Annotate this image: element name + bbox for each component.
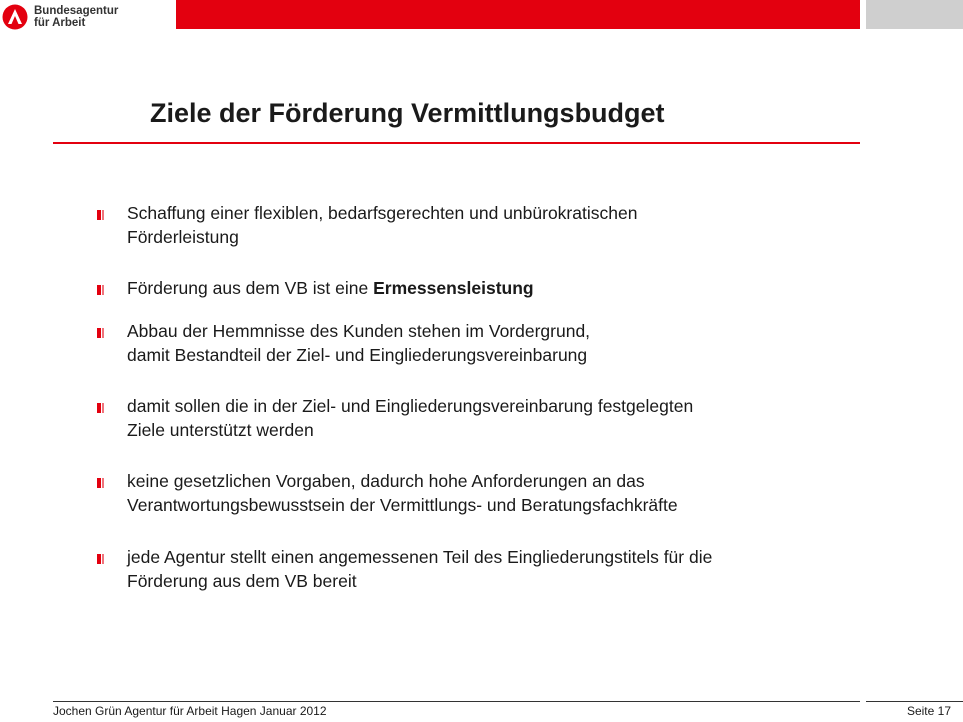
bullet-item (97, 276, 857, 300)
footer-divider-right (866, 701, 963, 702)
bullet-line: keine gesetzlichen Vorgaben, dadurch hohe Anforderungen an das (127, 471, 645, 491)
page-number: Seite 17 (906, 704, 951, 718)
bullet-line: jede Agentur stellt einen angemessenen Teil des Eingliederungstitels für die (127, 547, 713, 567)
bullet-text (127, 469, 857, 517)
footer-author: Jochen Grün Agentur für Arbeit Hagen Januar 2012 (53, 704, 327, 718)
logo-text (34, 5, 118, 29)
bullet-marker-icon (97, 285, 105, 295)
bullet-line: damit Bestandteil der Ziel- und Eingliederungsvereinbarung (127, 345, 588, 365)
bullet-item (97, 469, 857, 517)
bullet-line: damit sollen die in der Ziel- und Eingliederungsvereinbarung festgelegten (127, 396, 694, 416)
ba-logo-icon (2, 4, 28, 30)
bullet-emphasis: Ermessensleistung (373, 278, 534, 298)
bullet-marker-icon (97, 478, 105, 488)
header-grey-bar (866, 0, 963, 29)
bullet-line: Förderung aus dem VB bereit (127, 571, 357, 591)
bullet-text (127, 201, 857, 249)
bullet-text (127, 545, 857, 593)
bullet-marker-icon (97, 403, 105, 413)
header-red-bar (176, 0, 860, 29)
bullet-line: Förderung aus dem VB ist eine (127, 278, 374, 298)
bullet-text (127, 394, 857, 442)
bullet-text (127, 319, 857, 367)
bullet-line: Abbau der Hemmnisse des Kunden stehen im Vordergrund, (127, 321, 591, 341)
bullet-line: Verantwortungsbewusstsein der Vermittlungs- und Beratungsfachkräfte (127, 495, 678, 515)
slide-title: Ziele der Förderung Vermittlungsbudget (150, 98, 665, 128)
bullet-line: Förderleistung (127, 227, 239, 247)
bullet-marker-icon (97, 328, 105, 338)
logo-line1: Bundesagentur (34, 5, 119, 17)
bullet-marker-icon (97, 554, 105, 564)
bullet-text (127, 276, 857, 300)
bullet-line: Schaffung einer flexiblen, bedarfsgerechten und unbürokratischen (127, 203, 638, 223)
bullet-item (97, 319, 857, 367)
ba-logo (2, 3, 118, 31)
bullet-item (97, 201, 857, 249)
bullet-item (97, 545, 857, 593)
footer-divider (53, 701, 860, 702)
bullet-item (97, 394, 857, 442)
logo-line2: für Arbeit (34, 17, 86, 29)
title-underline (53, 142, 860, 144)
bullet-marker-icon (97, 210, 105, 220)
bullet-line: Ziele unterstützt werden (127, 420, 314, 440)
